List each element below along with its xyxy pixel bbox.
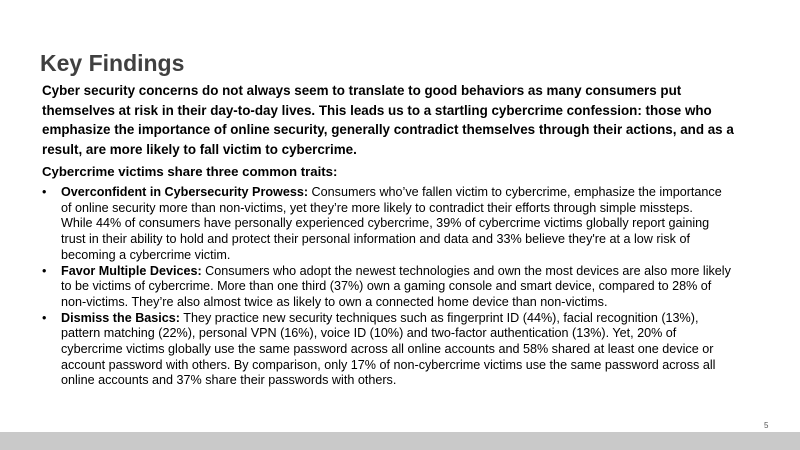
bullet-text: Consumers who’ve fallen victim to cybercrime, emphasize the importance	[308, 185, 722, 199]
bullet-line: becoming a cybercrime victim.	[61, 247, 231, 262]
bullet-dot: •	[42, 310, 47, 325]
bullet-first-line	[61, 185, 800, 201]
traits-bullet-list	[42, 185, 800, 389]
bullet-line: of online security more than non-victims, yet they’re more likely to contradict their efforts through simple missteps.	[61, 200, 693, 215]
bullet-text: Consumers who adopt the newest technologies and own the most devices are also more likely	[201, 263, 731, 278]
bullet-line: cybercrime victims globally use the same password across all online accounts and 58% shared at least one device or	[61, 342, 714, 357]
intro-line: Cyber security concerns do not always seem to translate to good behaviors as many consumers put	[42, 83, 682, 98]
traits-subheading: Cybercrime victims share three common traits:	[42, 164, 338, 179]
bullet-lead: Dismiss the Basics:	[61, 310, 180, 325]
bullet-dot: •	[42, 263, 47, 278]
intro-line: themselves at risk in their day-to-day lives. This leads us to a startling cybercrime confession: those who	[42, 102, 712, 118]
page-number: 5	[764, 421, 769, 430]
bullet-line: While 44% of consumers have personally experienced cybercrime, 39% of cybercrime victims globally report gaining	[61, 216, 710, 231]
bullet-line: non-victims. They’re also almost twice as likely to own a connected home device than non-victims.	[61, 294, 608, 309]
bullet-line: account password with others. By comparison, only 17% of non-cybercrime victims use the same password across all	[61, 357, 716, 372]
bullet-line: trust in their ability to hold and protect their personal information and data and 33% believe they're at a low risk of	[61, 232, 690, 247]
bullet-text: They practice new security techniques such as fingerprint ID (44%), facial recognition (13%),	[180, 310, 699, 325]
bullet-line: online accounts and 37% share their passwords with others.	[61, 373, 397, 388]
bullet-lead: Favor Multiple Devices:	[61, 263, 202, 278]
bullet-lead: Overconfident in Cybersecurity Prowess:	[61, 185, 309, 199]
bullet-line: to be victims of cybercrime. More than one third (37%) own a gaming console and smart device, compared to 28% of	[61, 279, 712, 294]
bullet-first-line	[61, 264, 800, 280]
intro-line: result, are more likely to fall victim to cybercrime.	[42, 141, 357, 157]
bullet-first-line	[61, 311, 800, 327]
footer-bar	[0, 432, 800, 450]
bullet-multiple-devices	[42, 264, 800, 311]
slide-title: Key Findings	[40, 50, 185, 76]
intro-line: emphasize the importance of online security, generally contradict themselves through their actions, and as a	[42, 122, 734, 137]
bullet-overconfident	[42, 185, 800, 264]
bullet-dismiss-basics	[42, 311, 800, 390]
bullet-dot: •	[42, 185, 47, 199]
bullet-line: pattern matching (22%), personal VPN (16%), voice ID (10%) and two-factor authentication (13%). Yet, 20% of	[61, 326, 677, 341]
intro-paragraph	[42, 81, 800, 159]
